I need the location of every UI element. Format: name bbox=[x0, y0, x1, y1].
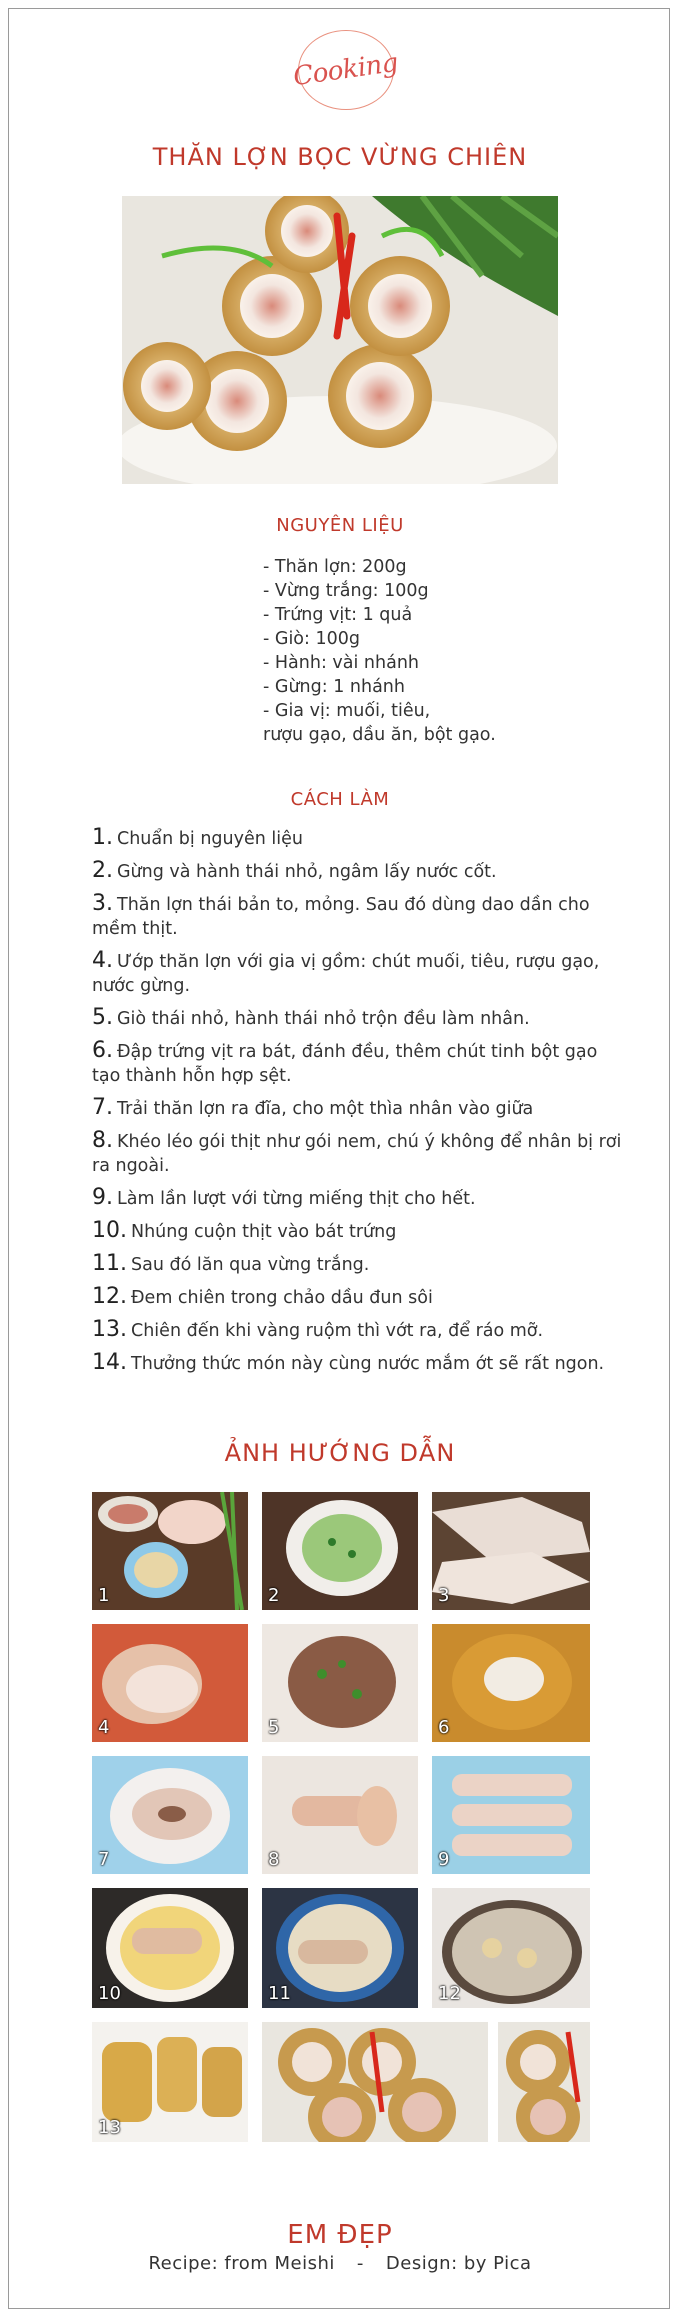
photo-number: 3 bbox=[438, 1585, 450, 1606]
step-text: Đem chiên trong chảo dầu đun sôi bbox=[131, 1288, 433, 1308]
ingredient-item: - Giò: 100g bbox=[263, 629, 360, 649]
step-number: 5. bbox=[92, 1005, 113, 1030]
ingredient-item: - Gia vị: muối, tiêu, bbox=[263, 701, 431, 721]
photo-number: 11 bbox=[268, 1983, 291, 2004]
method-heading: CÁCH LÀM bbox=[290, 789, 390, 810]
ingredient-item: - Thăn lợn: 200g bbox=[263, 557, 407, 577]
step-number: 2. bbox=[92, 858, 113, 883]
guide-photo bbox=[92, 1624, 248, 1742]
step-number: 11. bbox=[92, 1251, 127, 1276]
ingredients-list bbox=[263, 555, 563, 747]
guide-photo bbox=[432, 1624, 590, 1742]
step-number: 4. bbox=[92, 948, 113, 973]
step-item bbox=[92, 1252, 627, 1277]
step-item bbox=[92, 1219, 627, 1244]
photo-number: 9 bbox=[438, 1849, 450, 1870]
step-text: Chiên đến khi vàng ruộm thì vớt ra, để ráo mỡ. bbox=[131, 1321, 544, 1341]
step-text: Thưởng thức món này cùng nước mắm ớt sẽ rất ngon. bbox=[131, 1354, 605, 1374]
ingredient-item: - Hành: vài nhánh bbox=[263, 653, 419, 673]
step-text: Gừng và hành thái nhỏ, ngâm lấy nước cốt. bbox=[117, 862, 497, 882]
guide-photo bbox=[262, 1888, 418, 2008]
footer-title: EM ĐẸP bbox=[287, 2220, 393, 2250]
step-item bbox=[92, 1318, 627, 1343]
step-text: Ướp thăn lợn với gia vị gồm: chút muối, tiêu, rượu gạo, nước gừng. bbox=[92, 952, 600, 996]
photo-number: 2 bbox=[268, 1585, 280, 1606]
step-item bbox=[92, 892, 627, 941]
step-item bbox=[92, 1006, 627, 1031]
step-item bbox=[92, 949, 627, 998]
step-number: 12. bbox=[92, 1284, 127, 1309]
guide-photo bbox=[92, 1492, 248, 1610]
photo-number: 6 bbox=[438, 1717, 450, 1738]
step-item bbox=[92, 1186, 627, 1211]
guide-photo bbox=[262, 1624, 418, 1742]
step-text: Trải thăn lợn ra đĩa, cho một thìa nhân vào giữa bbox=[117, 1099, 534, 1119]
guide-photo bbox=[432, 1756, 590, 1874]
step-item bbox=[92, 826, 627, 851]
credit-separator: - bbox=[356, 2253, 364, 2274]
photo-number: 12 bbox=[438, 1983, 461, 2004]
guide-photo bbox=[262, 1756, 418, 1874]
step-number: 1. bbox=[92, 825, 113, 850]
guide-photo bbox=[92, 1888, 248, 2008]
step-number: 7. bbox=[92, 1095, 113, 1120]
photo-number: 13 bbox=[98, 2117, 121, 2138]
guide-photo bbox=[498, 2022, 590, 2142]
step-number: 14. bbox=[92, 1350, 127, 1375]
step-number: 10. bbox=[92, 1218, 127, 1243]
step-number: 6. bbox=[92, 1038, 113, 1063]
photo-number: 8 bbox=[268, 1849, 280, 1870]
design-credit: Design: by Pica bbox=[385, 2253, 532, 2274]
photo-number: 5 bbox=[268, 1717, 280, 1738]
step-number: 8. bbox=[92, 1128, 113, 1153]
photo-number: 4 bbox=[98, 1717, 110, 1738]
logo-text: Cooking bbox=[291, 47, 401, 93]
step-item bbox=[92, 1351, 627, 1376]
ingredient-item: - Vừng trắng: 100g bbox=[263, 581, 429, 601]
photo-number: 1 bbox=[98, 1585, 110, 1606]
guide-photo bbox=[92, 2022, 248, 2142]
step-item bbox=[92, 1039, 627, 1088]
step-text: Chuẩn bị nguyên liệu bbox=[117, 829, 303, 849]
step-number: 3. bbox=[92, 891, 113, 916]
guide-photo bbox=[92, 1756, 248, 1874]
step-text: Nhúng cuộn thịt vào bát trứng bbox=[131, 1222, 397, 1242]
method-steps bbox=[92, 826, 627, 1384]
step-text: Làm lần lượt với từng miếng thịt cho hết. bbox=[117, 1189, 476, 1209]
guide-heading: ẢNH HƯỚNG DẪN bbox=[224, 1439, 456, 1467]
guide-photo bbox=[262, 2022, 488, 2142]
recipe-credit: Recipe: from Meishi bbox=[148, 2253, 335, 2274]
step-text: Sau đó lăn qua vừng trắng. bbox=[131, 1255, 370, 1275]
photo-number: 10 bbox=[98, 1983, 121, 2004]
footer-credits bbox=[0, 2253, 680, 2274]
page-title: THĂN LỢN BỌC VỪNG CHIÊN bbox=[152, 143, 528, 171]
cooking-logo bbox=[291, 30, 401, 110]
step-text: Thăn lợn thái bản to, mỏng. Sau đó dùng dao dần cho mềm thịt. bbox=[92, 895, 590, 939]
ingredient-item: rượu gạo, dầu ăn, bột gạo. bbox=[263, 725, 496, 745]
guide-photo bbox=[432, 1888, 590, 2008]
step-number: 9. bbox=[92, 1185, 113, 1210]
ingredient-item: - Trứng vịt: 1 quả bbox=[263, 605, 413, 625]
hero-photo bbox=[122, 196, 558, 484]
ingredient-item: - Gừng: 1 nhánh bbox=[263, 677, 405, 697]
step-item bbox=[92, 1096, 627, 1121]
ingredients-heading: NGUYÊN LIỆU bbox=[276, 515, 404, 536]
step-item bbox=[92, 1285, 627, 1310]
photo-number: 7 bbox=[98, 1849, 110, 1870]
guide-photo bbox=[432, 1492, 590, 1610]
step-text: Đập trứng vịt ra bát, đánh đều, thêm chút tinh bột gạo tạo thành hỗn hợp sệt. bbox=[92, 1042, 598, 1086]
guide-photo bbox=[262, 1492, 418, 1610]
step-item bbox=[92, 1129, 627, 1178]
step-number: 13. bbox=[92, 1317, 127, 1342]
step-text: Giò thái nhỏ, hành thái nhỏ trộn đều làm nhân. bbox=[117, 1009, 530, 1029]
step-text: Khéo léo gói thịt như gói nem, chú ý không để nhân bị rơi ra ngoài. bbox=[92, 1132, 622, 1176]
step-item bbox=[92, 859, 627, 884]
